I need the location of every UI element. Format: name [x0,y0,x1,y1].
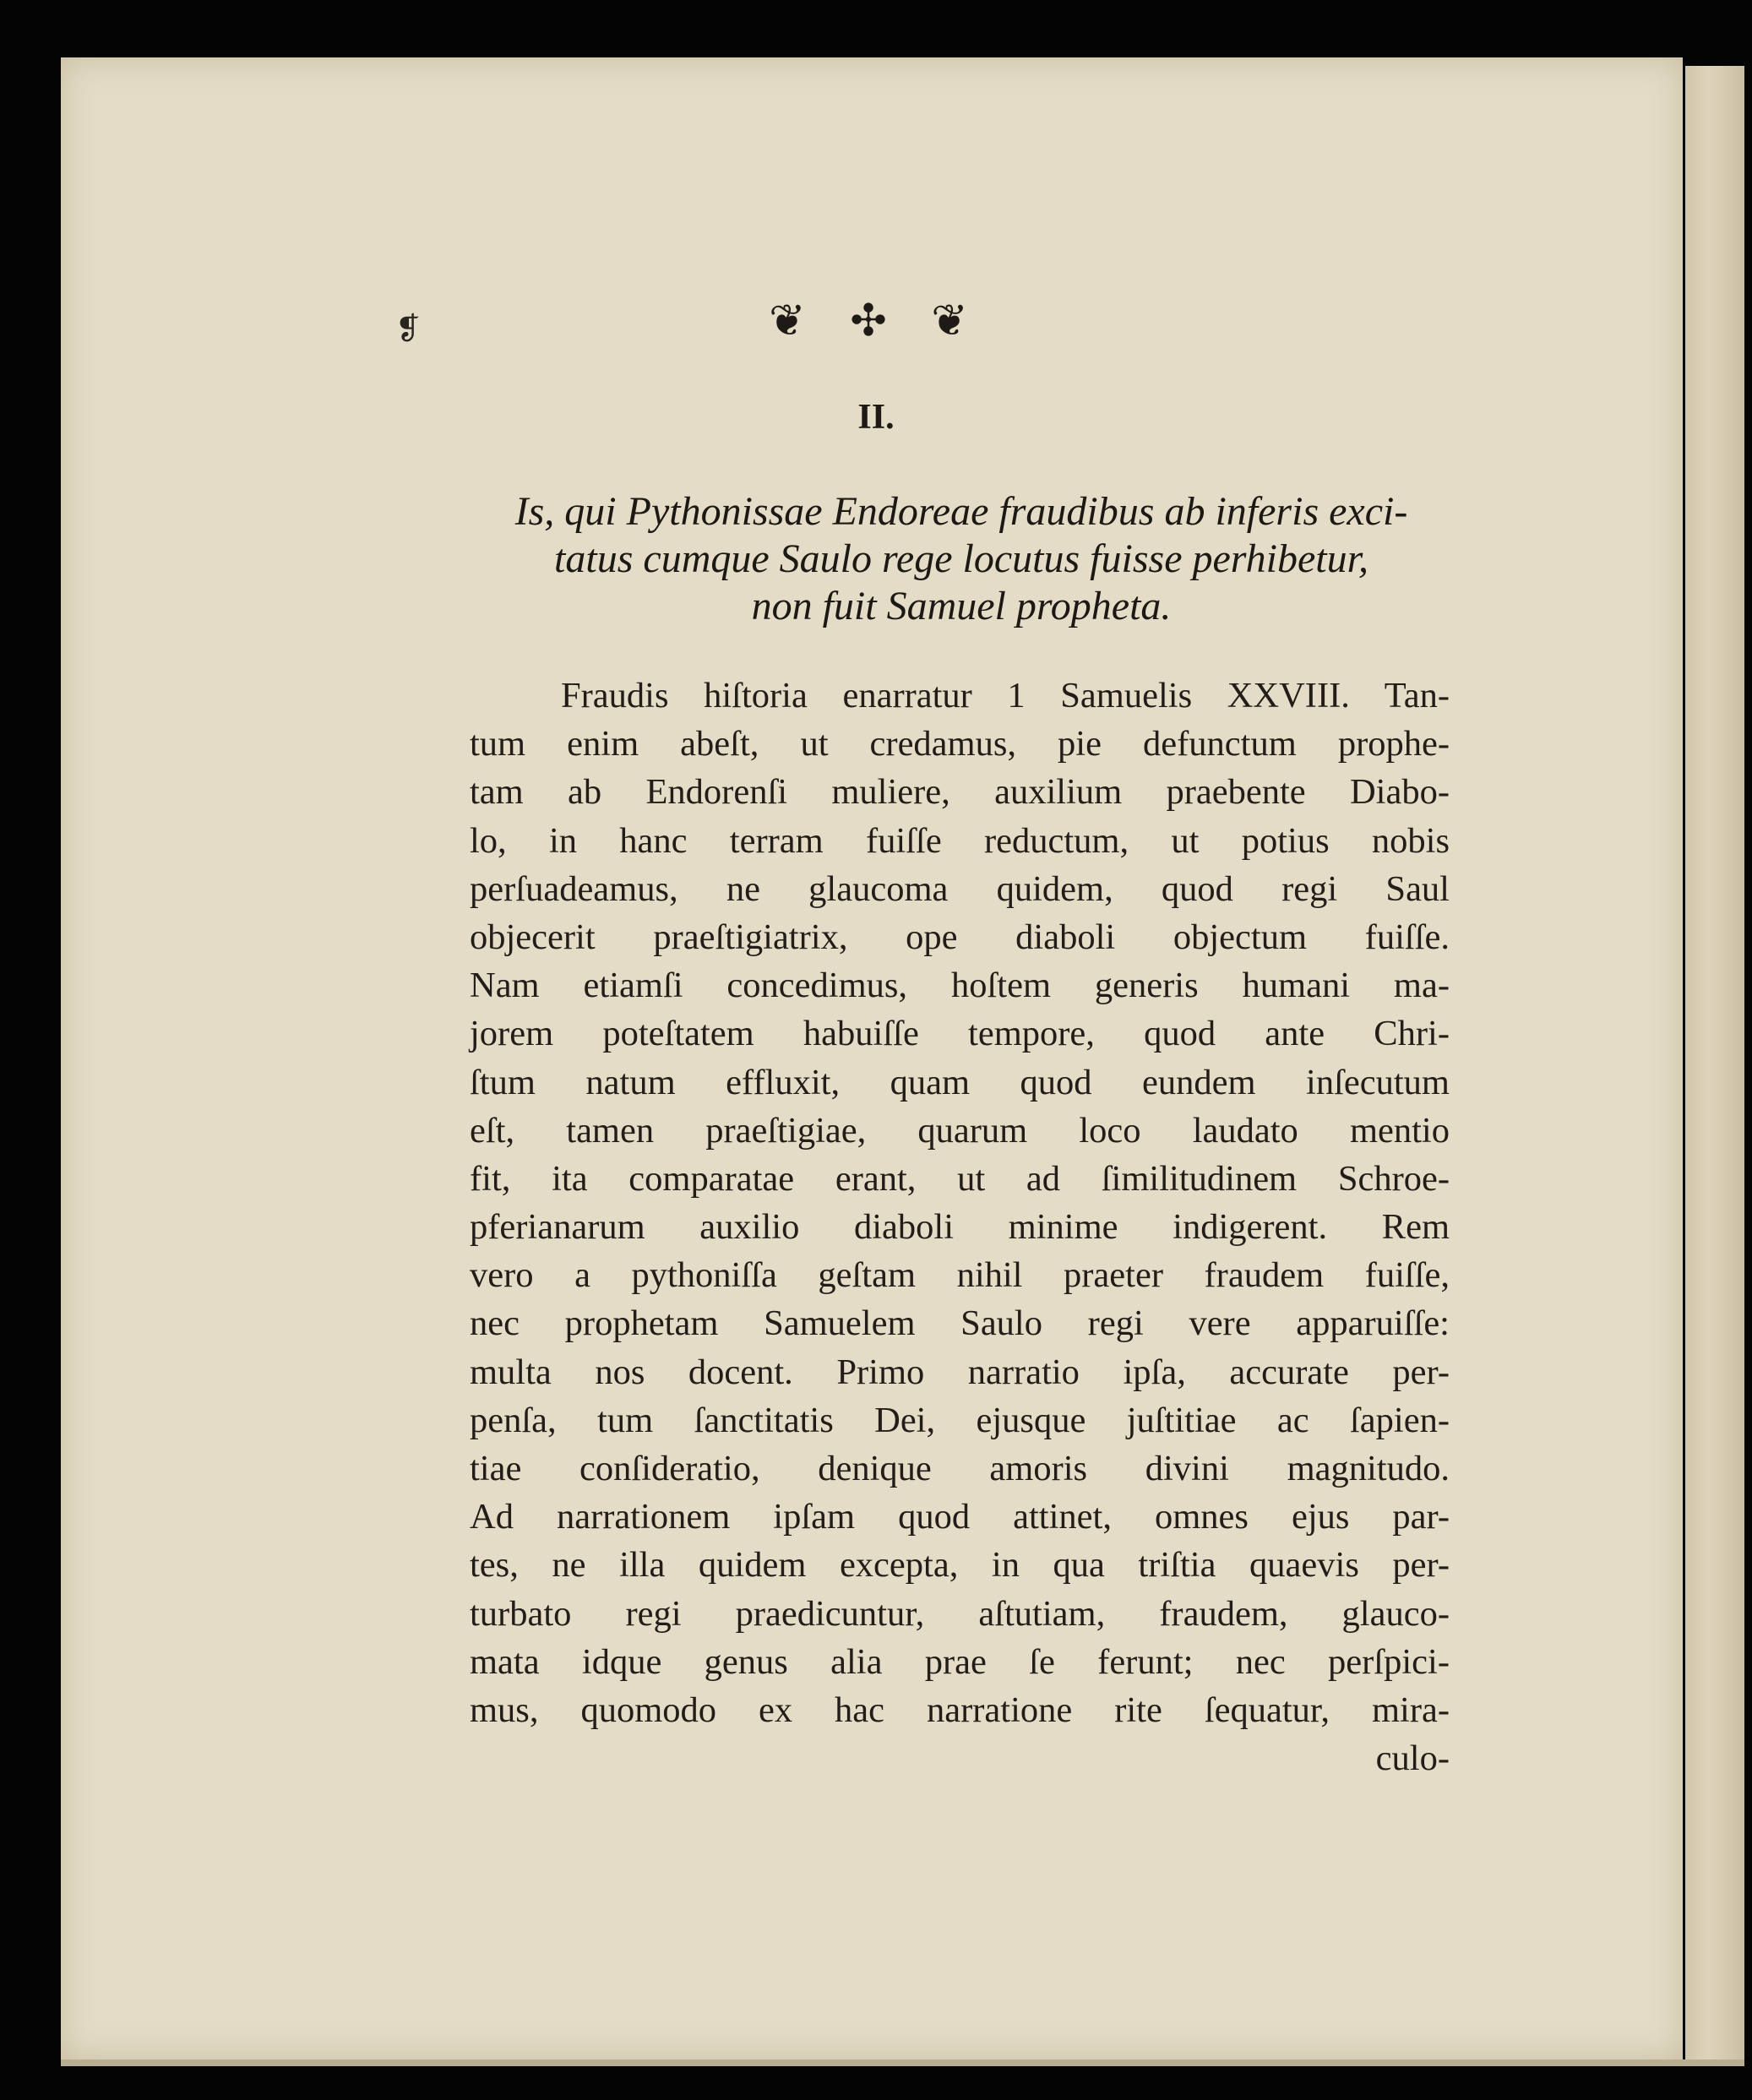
page-edge-right [1685,66,1744,2059]
heading-line: Is, qui Pythonissae Endoreae fraudibus ab inferis exci- [514,489,1408,534]
text-line: Nam etiamſi concedimus, hoſtem generis humani ma- [470,966,1450,1006]
text-line: Fraudis hiſtoria enarratur 1 Samuelis XXVIII. Tan- [561,676,1450,715]
heading-line: non fuit Samuel propheta. [751,584,1172,628]
text-line: tum enim abeſt, ut credamus, pie defunctum prophe- [470,724,1450,764]
body-text [470,672,1450,1782]
text-line: Ad narrationem ipſam quod attinet, omnes ejus par- [470,1497,1450,1537]
margin-mark: ❡ [395,312,422,345]
section-heading [471,488,1451,630]
text-line: ſtum natum effluxit, quam quod eundem inſecutum [470,1062,1450,1102]
text-line: lo, in hanc terram fuiſſe reductum, ut potius nobis [470,820,1450,861]
heading-line: tatus cumque Saulo rege locutus fuisse perhibetur, [554,536,1368,581]
page-edge-bottom [61,2059,1744,2066]
text-line: nec prophetam Samuelem Saulo regi vere apparuiſſe: [470,1303,1450,1344]
printer-ornament: ❦ ✣ ❦ [769,296,983,346]
catchword: culo- [1375,1738,1450,1779]
text-line: penſa, tum ſanctitatis Dei, ejusque juſtitiae ac ſapien- [470,1400,1450,1440]
text-line: vero a pythoniſſa geſtam nihil praeter fraudem fuiſſe, [470,1255,1450,1296]
text-line: turbato regi praedicuntur, aſtutiam, fraudem, glauco- [470,1593,1450,1634]
text-line: mata idque genus alia prae ſe ferunt; nec perſpici- [470,1641,1450,1682]
text-line: jorem poteſtatem habuiſſe tempore, quod ante Chri- [470,1014,1450,1054]
text-line: tiae conſideratio, denique amoris divini magnitudo. [470,1449,1450,1488]
text-line: fit, ita comparatae erant, ut ad ſimilitudinem Schroe- [470,1158,1450,1199]
text-line: pferianarum auxilio diaboli minime indigerent. Rem [470,1207,1450,1248]
text-line: perſuadeamus, ne glaucoma quidem, quod regi Saul [470,868,1450,909]
text-line: mus, quomodo ex hac narratione rite ſequatur, mira- [470,1689,1450,1730]
section-number: II. [857,398,895,437]
text-line: eſt, tamen praeſtigiae, quarum loco laudato mentio [470,1110,1450,1151]
text-line: tes, ne illa quidem excepta, in qua triſtia quaevis per- [470,1545,1450,1586]
text-line: multa nos docent. Primo narratio ipſa, accurate per- [470,1352,1450,1392]
text-line: tam ab Endorenſi muliere, auxilium praebente Diabo- [470,772,1450,813]
text-line: objecerit praeſtigiatrix, ope diaboli objectum fuiſſe. [470,917,1450,957]
